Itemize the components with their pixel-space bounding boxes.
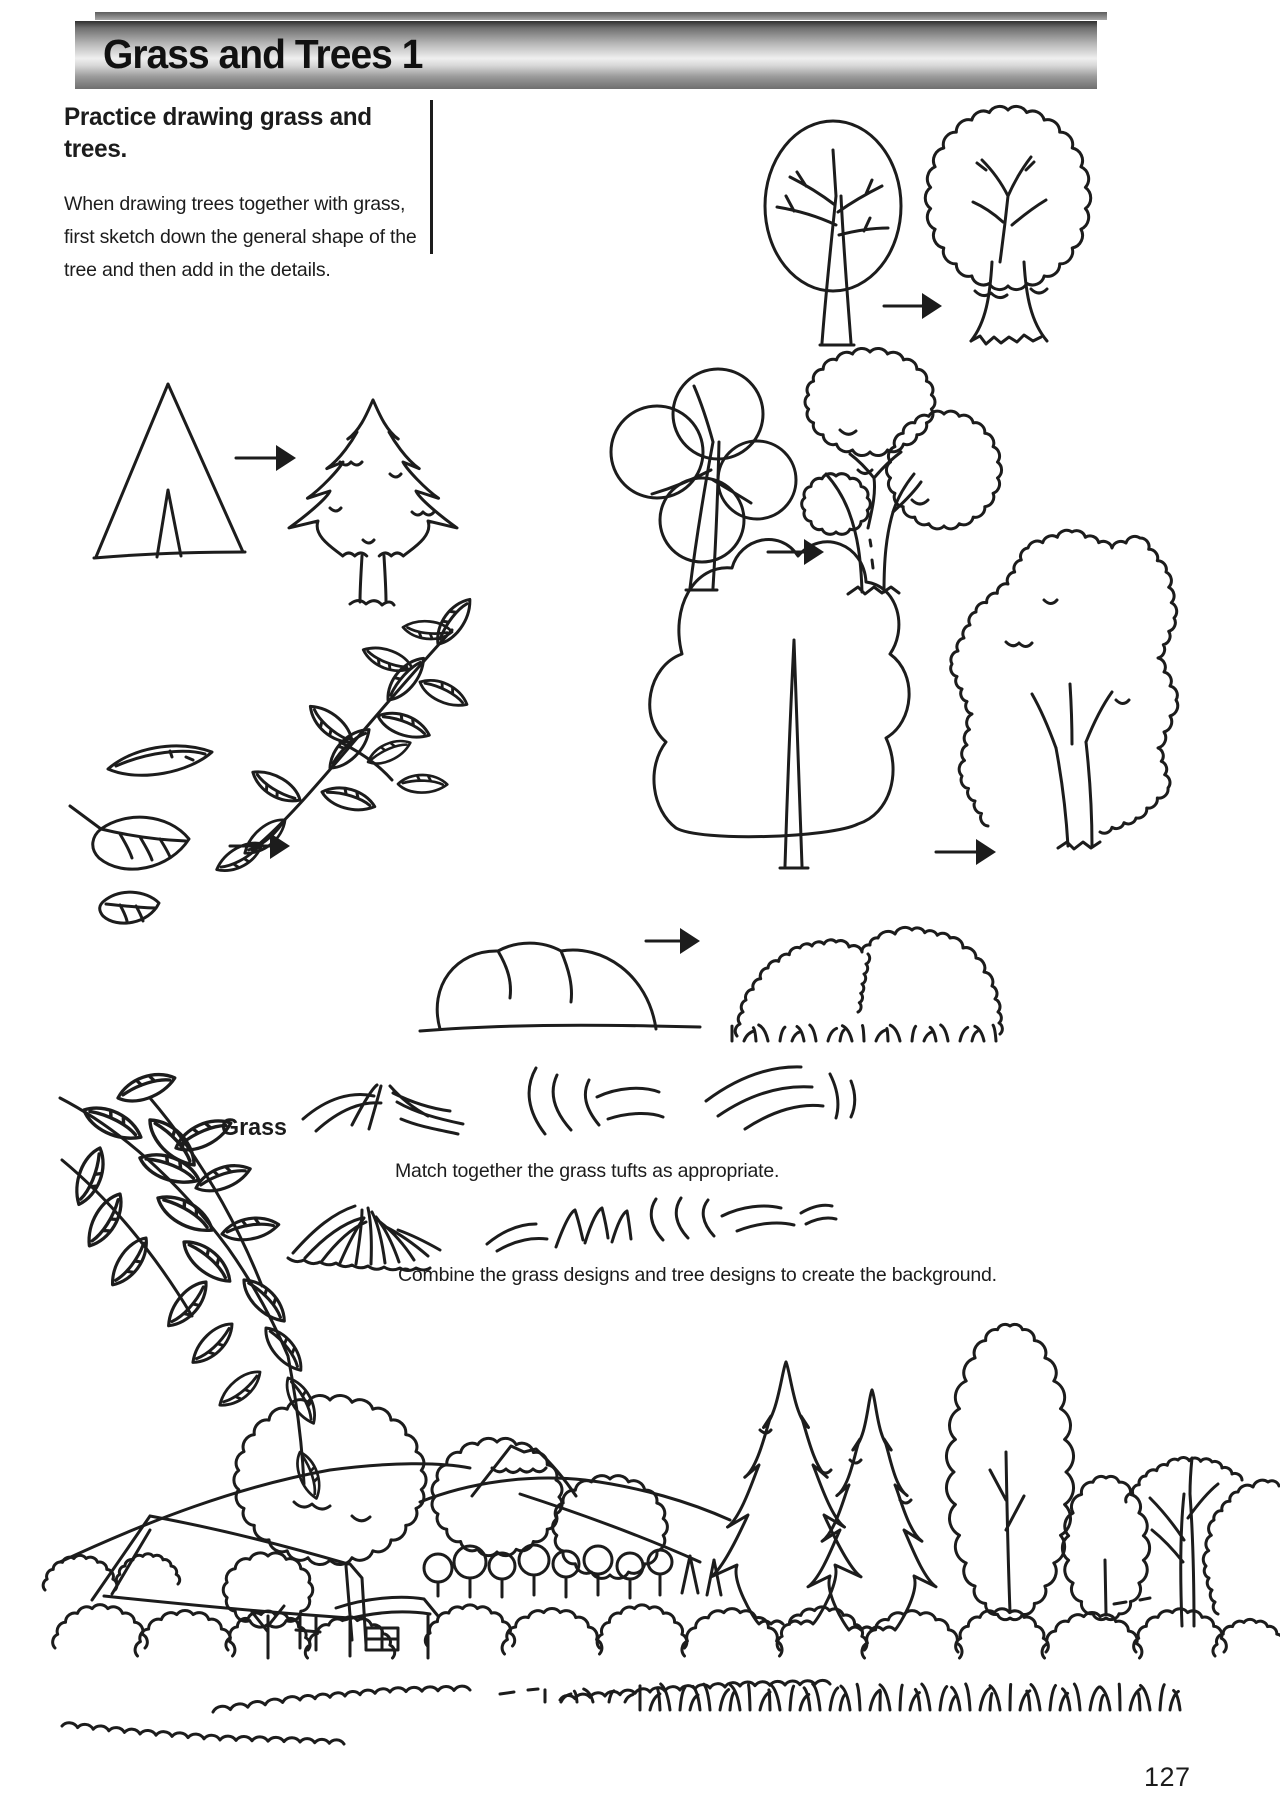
step-arrows: [230, 293, 996, 954]
detailed-bush-illustration: [732, 927, 1002, 1041]
leafy-tree-illustration: [951, 530, 1178, 849]
landscape-pine-trees: [711, 1362, 936, 1630]
circle-tree-sketch-illustration: [765, 121, 901, 345]
hills: [60, 1464, 730, 1562]
detailed-grass-tuft-illustration: [288, 1206, 440, 1271]
single-leaves-sketch-illustration: [70, 746, 212, 923]
fluffy-tree-illustration: [802, 348, 1002, 594]
intro-divider: [430, 100, 433, 254]
shed: [336, 1597, 438, 1658]
bottom-grass-tufts: [545, 1684, 1180, 1710]
snow-capped-mountain: [472, 1446, 576, 1496]
section-header: [75, 21, 1097, 89]
bottom-bushes: [43, 1554, 1280, 1744]
poplar-trees: [946, 1324, 1149, 1619]
grass-tuft-sketches: [303, 1067, 855, 1134]
scalloped-tree-illustration: [925, 106, 1090, 344]
triangle-tree-sketch-illustration: [94, 384, 245, 558]
page-title: Grass and Trees 1: [103, 31, 423, 77]
caption-combine-designs: Combine the grass designs and tree designs to create the background.: [398, 1264, 997, 1286]
intro-heading: Practice drawing grass and trees.: [64, 103, 372, 163]
bush-outline-sketch-illustration: [420, 943, 700, 1031]
pine-tree-illustration: [289, 400, 457, 605]
overlapping-circles-sketch-illustration: [611, 369, 796, 590]
leafy-branch-illustration: [212, 595, 480, 875]
long-grass-line-illustration: [487, 1198, 836, 1251]
grass-label: Grass: [221, 1114, 288, 1141]
header-accent-strip: [95, 12, 1107, 20]
caption-match-grass: Match together the grass tufts as appropriate.: [395, 1160, 780, 1182]
page-number: 127: [1144, 1762, 1191, 1792]
house: [92, 1516, 366, 1650]
intro-body: When drawing trees together with grass, first sketch down the general shape of the tree and then add in the details.: [64, 193, 417, 281]
